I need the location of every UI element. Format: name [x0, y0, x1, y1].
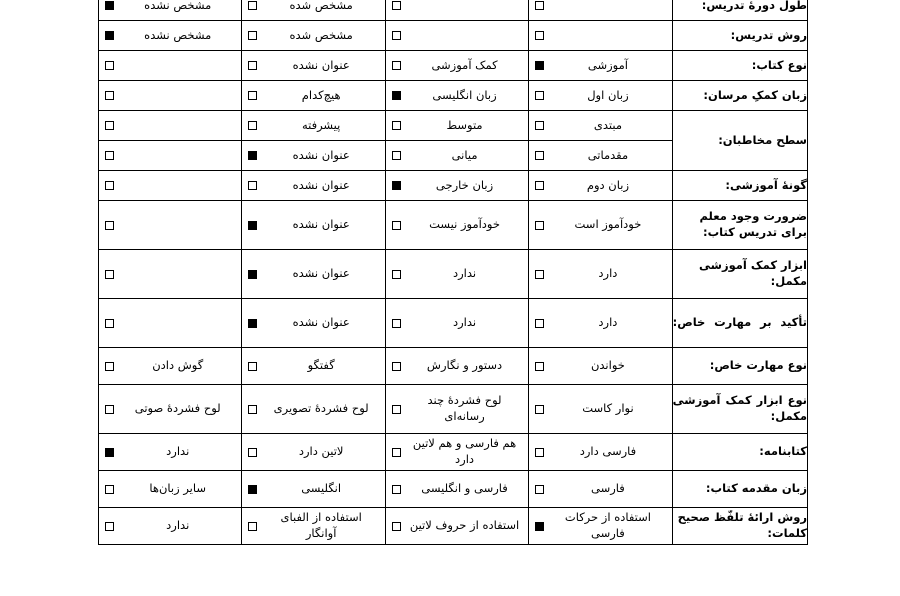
option-cell[interactable] [242, 141, 385, 171]
option-cell[interactable] [99, 250, 242, 299]
option-cell[interactable] [242, 471, 385, 508]
option-label: زبان اول [587, 87, 629, 102]
checkbox-checked-icon[interactable] [248, 485, 257, 494]
option-cell[interactable] [385, 141, 528, 171]
option-cell[interactable] [529, 250, 672, 299]
option-label: فارسی و انگلیسی [421, 481, 508, 496]
option-cell[interactable] [385, 0, 528, 21]
option-label: استفاده از حروف لاتین [409, 518, 520, 533]
option-cell[interactable] [529, 0, 672, 21]
option-cell[interactable] [385, 201, 528, 250]
table-row [99, 111, 808, 141]
checkbox-unchecked-icon[interactable] [535, 485, 544, 494]
option-cell[interactable] [242, 111, 385, 141]
option-cell[interactable] [385, 171, 528, 201]
checkbox-unchecked-icon[interactable] [392, 522, 401, 531]
checkbox-unchecked-icon[interactable] [535, 270, 544, 279]
checkbox-unchecked-icon[interactable] [535, 121, 544, 130]
option-cell[interactable] [529, 171, 672, 201]
table-row [99, 51, 808, 81]
option-cell[interactable] [242, 51, 385, 81]
row-label: گونهٔ آموزشی: [672, 171, 807, 201]
table-row [99, 471, 808, 508]
option-label: ندارد [452, 315, 477, 330]
option-label: خودآموز نیست [429, 217, 500, 232]
checkbox-unchecked-icon[interactable] [248, 91, 257, 100]
row-label: زبان کمکِ مرسان: [672, 81, 807, 111]
option-cell[interactable] [242, 250, 385, 299]
option-cell[interactable] [385, 111, 528, 141]
option-label: زبان خارجی [435, 177, 494, 192]
checkbox-unchecked-icon[interactable] [105, 485, 114, 494]
option-label: ندارد [166, 518, 190, 533]
option-cell[interactable] [99, 348, 242, 385]
option-label: دستور و نگارش [426, 358, 503, 373]
option-label: گفتگو [307, 358, 335, 373]
option-cell[interactable] [242, 299, 385, 348]
row-label: نوع مهارت خاص: [672, 348, 807, 385]
checkbox-unchecked-icon[interactable] [105, 522, 114, 531]
option-cell[interactable] [242, 81, 385, 111]
option-label: خواندن [590, 358, 625, 373]
option-cell[interactable] [529, 51, 672, 81]
checkbox-unchecked-icon[interactable] [105, 61, 114, 70]
option-cell[interactable] [385, 250, 528, 299]
row-label: کتابنامه: [672, 434, 807, 471]
option-cell[interactable] [385, 348, 528, 385]
option-cell[interactable] [529, 471, 672, 508]
checkbox-checked-icon[interactable] [535, 61, 544, 70]
option-cell[interactable] [242, 385, 385, 434]
option-label: دارد [598, 266, 618, 281]
table-row [99, 21, 808, 51]
table-row [99, 171, 808, 201]
checkbox-unchecked-icon[interactable] [105, 121, 114, 130]
checkbox-unchecked-icon[interactable] [392, 121, 401, 130]
option-label: خودآموز است [574, 217, 642, 232]
option-label: مبتدی [593, 117, 622, 132]
option-cell[interactable] [385, 51, 528, 81]
option-label: زبان انگلیسی [432, 87, 497, 102]
option-cell[interactable] [99, 385, 242, 434]
table-row [99, 0, 808, 21]
table-row [99, 81, 808, 111]
checkbox-checked-icon[interactable] [392, 181, 401, 190]
checkbox-unchecked-icon[interactable] [392, 31, 401, 40]
option-label: عنوان نشده [292, 177, 350, 192]
checkbox-unchecked-icon[interactable] [105, 319, 114, 328]
checkbox-unchecked-icon[interactable] [248, 1, 257, 10]
checkbox-checked-icon[interactable] [105, 1, 114, 10]
table-row [99, 201, 808, 250]
checkbox-unchecked-icon[interactable] [248, 61, 257, 70]
checkbox-unchecked-icon[interactable] [392, 61, 401, 70]
option-cell[interactable] [99, 21, 242, 51]
checkbox-unchecked-icon[interactable] [248, 405, 257, 414]
table-row [99, 508, 808, 545]
option-cell[interactable] [385, 508, 528, 545]
checkbox-unchecked-icon[interactable] [392, 362, 401, 371]
checkbox-checked-icon[interactable] [248, 319, 257, 328]
option-cell[interactable] [99, 81, 242, 111]
option-label: لوح فشردهٔ صوتی [134, 401, 221, 416]
option-cell[interactable] [529, 141, 672, 171]
option-label: پیشرفته [301, 117, 341, 132]
option-cell[interactable] [99, 471, 242, 508]
option-cell[interactable] [529, 111, 672, 141]
checkbox-unchecked-icon[interactable] [248, 448, 257, 457]
option-cell[interactable] [242, 434, 385, 471]
row-label: روش ارائهٔ تلفّظ صحیح کلمات: [672, 508, 807, 545]
checkbox-checked-icon[interactable] [105, 448, 114, 457]
checkbox-unchecked-icon[interactable] [535, 448, 544, 457]
option-cell[interactable] [242, 201, 385, 250]
row-label: روش تدریس: [672, 21, 807, 51]
option-label: متوسط [446, 117, 483, 132]
checkbox-checked-icon[interactable] [392, 91, 401, 100]
option-cell[interactable] [242, 508, 385, 545]
option-cell[interactable] [385, 299, 528, 348]
checkbox-unchecked-icon[interactable] [535, 91, 544, 100]
checkbox-unchecked-icon[interactable] [535, 362, 544, 371]
option-cell[interactable] [99, 51, 242, 81]
option-label: سایر زبان‌ها [149, 481, 207, 496]
checkbox-checked-icon[interactable] [535, 522, 544, 531]
option-label: کمک آموزشی [431, 57, 498, 72]
option-cell[interactable] [385, 385, 528, 434]
option-label: عنوان نشده [292, 266, 350, 281]
option-label: عنوان نشده [292, 315, 350, 330]
checkbox-unchecked-icon[interactable] [392, 319, 401, 328]
option-cell[interactable] [242, 348, 385, 385]
option-label: هم فارسی و هم لاتین دارد [412, 436, 517, 466]
checkbox-unchecked-icon[interactable] [105, 181, 114, 190]
option-label: استفاده از حرکات فارسی [564, 510, 651, 540]
option-cell[interactable] [242, 0, 385, 21]
option-cell[interactable] [385, 471, 528, 508]
option-cell[interactable] [385, 21, 528, 51]
option-cell[interactable] [99, 434, 242, 471]
option-cell[interactable] [99, 201, 242, 250]
option-cell[interactable] [529, 434, 672, 471]
option-cell[interactable] [99, 508, 242, 545]
checkbox-unchecked-icon[interactable] [535, 405, 544, 414]
row-label: طول دورهٔ تدریس: [672, 0, 807, 21]
option-cell[interactable] [529, 348, 672, 385]
checkbox-unchecked-icon[interactable] [392, 270, 401, 279]
option-label: زبان دوم [586, 177, 629, 192]
option-label: لوح فشردهٔ چند رسانه‌ای [427, 393, 502, 423]
checkbox-unchecked-icon[interactable] [248, 181, 257, 190]
checkbox-unchecked-icon[interactable] [105, 91, 114, 100]
checkbox-unchecked-icon[interactable] [392, 405, 401, 414]
option-label: مشخص نشده [144, 0, 212, 12]
option-cell[interactable] [385, 81, 528, 111]
option-label: مشخص شده [289, 0, 353, 12]
option-label: لاتین دارد [298, 444, 344, 459]
checkbox-unchecked-icon[interactable] [535, 1, 544, 10]
checkbox-unchecked-icon[interactable] [535, 221, 544, 230]
checkbox-unchecked-icon[interactable] [392, 448, 401, 457]
checkbox-unchecked-icon[interactable] [105, 270, 114, 279]
checkbox-unchecked-icon[interactable] [105, 405, 114, 414]
evaluation-form-table [98, 0, 808, 545]
row-label: سطح مخاطبان: [672, 111, 807, 171]
option-label: عنوان نشده [292, 57, 350, 72]
checkbox-unchecked-icon[interactable] [535, 151, 544, 160]
checkbox-checked-icon[interactable] [248, 270, 257, 279]
option-label: لوح فشردهٔ تصویری [273, 401, 369, 416]
option-cell[interactable] [99, 141, 242, 171]
option-cell[interactable] [529, 81, 672, 111]
option-label: دارد [598, 315, 618, 330]
option-label: انگلیسی [301, 481, 342, 496]
table-row [99, 348, 808, 385]
option-label: مقدماتی [587, 147, 629, 162]
option-label: عنوان نشده [292, 147, 350, 162]
checkbox-checked-icon[interactable] [248, 221, 257, 230]
option-cell[interactable] [242, 171, 385, 201]
option-label: هیچ‌کدام [301, 87, 341, 102]
checkbox-unchecked-icon[interactable] [105, 221, 114, 230]
table-row [99, 250, 808, 299]
row-label: ابزار کمک آموزشی مکمل: [672, 250, 807, 299]
option-label: مشخص نشده [144, 27, 212, 42]
row-label: زبان مقدمه کتاب: [672, 471, 807, 508]
checkbox-checked-icon[interactable] [248, 151, 257, 160]
checkbox-unchecked-icon[interactable] [392, 221, 401, 230]
option-cell[interactable] [99, 171, 242, 201]
row-label: نوع ابزار کمک آموزشی مکمل: [672, 385, 807, 434]
option-cell[interactable] [99, 111, 242, 141]
checkbox-unchecked-icon[interactable] [392, 151, 401, 160]
option-cell[interactable] [99, 299, 242, 348]
checkbox-unchecked-icon[interactable] [535, 319, 544, 328]
checkbox-unchecked-icon[interactable] [535, 31, 544, 40]
checkbox-unchecked-icon[interactable] [105, 151, 114, 160]
option-label: میانی [451, 147, 478, 162]
checkbox-unchecked-icon[interactable] [535, 181, 544, 190]
checkbox-checked-icon[interactable] [105, 31, 114, 40]
option-cell[interactable] [529, 21, 672, 51]
option-label: عنوان نشده [292, 217, 350, 232]
checkbox-unchecked-icon[interactable] [248, 362, 257, 371]
row-label: ضرورت وجود معلم برای تدریس کتاب: [672, 201, 807, 250]
option-label: ندارد [166, 444, 190, 459]
option-label: آموزشی [587, 57, 628, 72]
option-cell[interactable] [529, 299, 672, 348]
checkbox-unchecked-icon[interactable] [105, 362, 114, 371]
option-label: نوار کاست [582, 401, 634, 416]
row-label: نوع کتاب: [672, 51, 807, 81]
option-label: فارسی دارد [579, 444, 637, 459]
checkbox-unchecked-icon[interactable] [248, 121, 257, 130]
option-label: گوش دادن [152, 358, 204, 373]
form-rows [99, 0, 808, 545]
row-label: تأکید بر مهارت خاص: [672, 299, 807, 348]
table-row [99, 434, 808, 471]
checkbox-unchecked-icon[interactable] [248, 522, 257, 531]
table-row [99, 299, 808, 348]
option-cell[interactable] [529, 385, 672, 434]
table-row [99, 385, 808, 434]
checkbox-unchecked-icon[interactable] [248, 31, 257, 40]
option-label: فارسی [591, 481, 625, 496]
option-label: ندارد [452, 266, 477, 281]
option-cell[interactable] [529, 201, 672, 250]
checkbox-unchecked-icon[interactable] [392, 1, 401, 10]
option-cell[interactable] [242, 21, 385, 51]
option-label: مشخص شده [289, 27, 353, 42]
option-cell[interactable] [529, 508, 672, 545]
option-cell[interactable] [99, 0, 242, 21]
option-cell[interactable] [385, 434, 528, 471]
checkbox-unchecked-icon[interactable] [392, 485, 401, 494]
option-label: استفاده از الفبای آوانگار [280, 510, 362, 540]
